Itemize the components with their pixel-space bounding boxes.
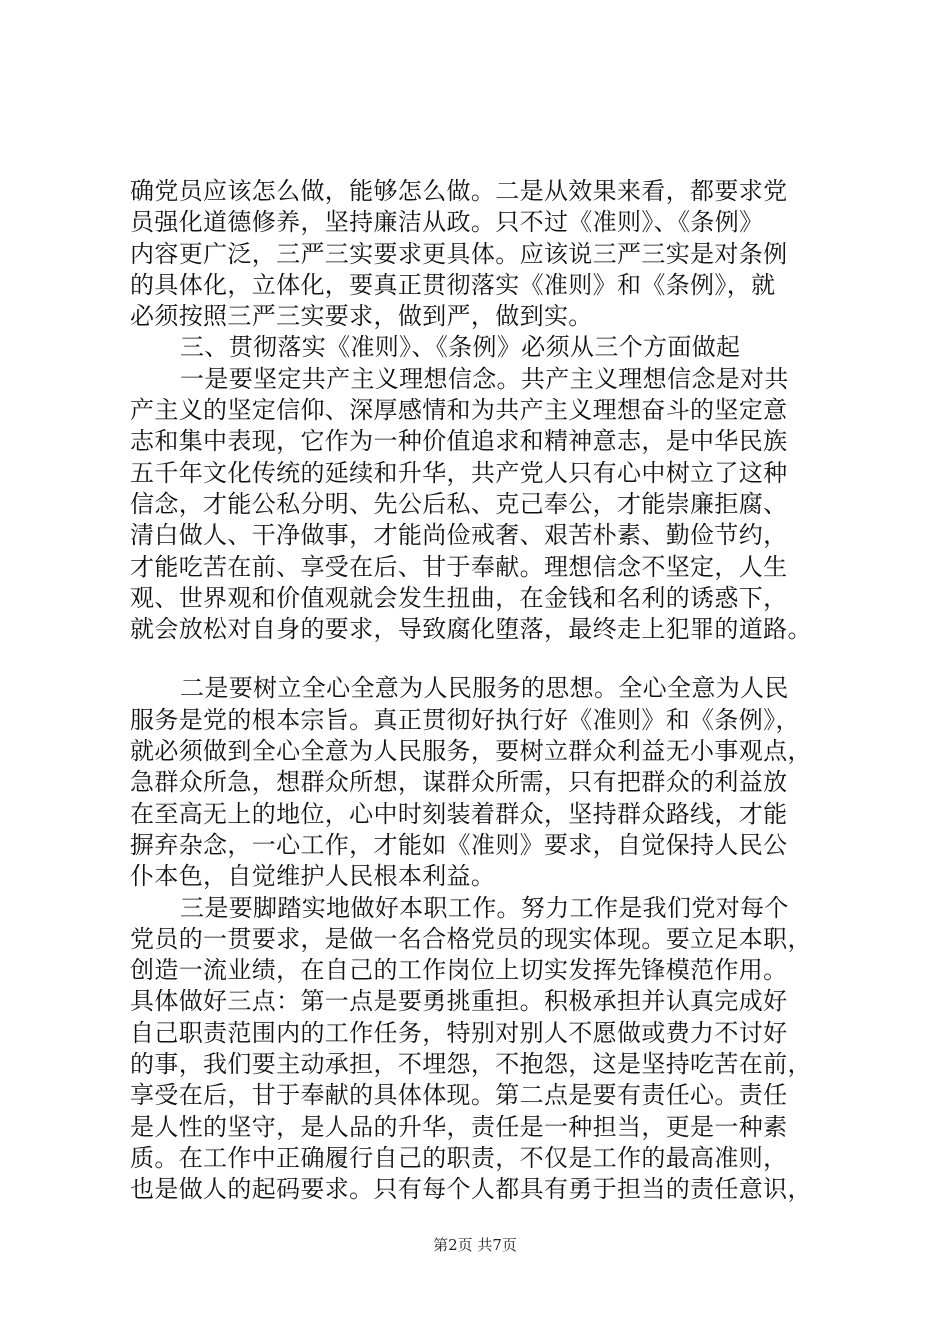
paragraph-line: 党员的一贯要求，是做一名合格党员的现实体现。要立足本职， [130, 924, 812, 953]
paragraph-line: 员强化道德修养，坚持廉洁从政。只不过《准则》、《条例》 [130, 208, 764, 237]
paragraph-line: 一是要坚定共产主义理想信念。共产主义理想信念是对共 [180, 364, 789, 393]
paragraph-line: 必须按照三严三实要求，做到严，做到实。 [130, 302, 593, 331]
paragraph-line: 摒弃杂念，一心工作，才能如《准则》要求，自觉保持人民公 [130, 830, 788, 859]
paragraph-line: 就会放松对自身的要求，导致腐化堕落，最终走上犯罪的道路。 [130, 615, 812, 644]
paragraph-line: 的具体化，立体化，要真正贯彻落实《准则》和《条例》，就 [130, 270, 776, 299]
section-heading: 三、贯彻落实《准则》、《条例》必须从三个方面做起 [180, 333, 741, 362]
paragraph-line: 急群众所急，想群众所想，谋群众所需，只有把群众的利益放 [130, 768, 788, 797]
paragraph-line: 志和集中表现，它作为一种价值追求和精神意志，是中华民族 [130, 427, 788, 456]
paragraph-line: 仆本色，自觉维护人民根本利益。 [130, 862, 496, 891]
paragraph-line: 质。在工作中正确履行自己的职责，不仅是工作的最高准则， [130, 1143, 788, 1172]
paragraph-line: 具体做好三点：第一点是要勇挑重担。积极承担并认真完成好 [130, 987, 788, 1016]
paragraph-gap [130, 645, 850, 673]
paragraph-line: 是人性的坚守，是人品的升华，责任是一种担当，更是一种素 [130, 1112, 788, 1141]
paragraph-line: 确党员应该怎么做，能够怎么做。二是从效果来看，都要求党 [130, 177, 788, 205]
paragraph-line: 才能吃苦在前、享受在后、甘于奉献。理想信念不坚定，人生 [130, 552, 788, 581]
paragraph-line: 的事，我们要主动承担，不埋怨，不抱怨，这是坚持吃苦在前， [130, 1050, 812, 1079]
paragraph-line: 也是做人的起码要求。只有每个人都具有勇于担当的责任意识， [130, 1175, 812, 1204]
paragraph-line: 观、世界观和价值观就会发生扭曲，在金钱和名利的诱惑下， [130, 583, 788, 612]
paragraph-line: 三是要脚踏实地做好本职工作。努力工作是我们党对每个 [180, 893, 789, 922]
paragraph-line: 在至高无上的地位，心中时刻装着群众，坚持群众路线，才能 [130, 799, 788, 828]
paragraph-line: 创造一流业绩，在自己的工作岗位上切实发挥先锋模范作用。 [130, 956, 788, 985]
paragraph-line: 二是要树立全心全意为人民服务的思想。全心全意为人民 [180, 674, 789, 703]
document-body [130, 176, 850, 1206]
paragraph-line: 五千年文化传统的延续和升华，共产党人只有心中树立了这种 [130, 458, 788, 487]
paragraph-line: 自己职责范围内的工作任务，特别对别人不愿做或费力不讨好 [130, 1018, 788, 1047]
paragraph-line: 服务是党的根本宗旨。真正贯彻好执行好《准则》和《条例》， [130, 705, 800, 734]
paragraph-line: 内容更广泛，三严三实要求更具体。应该说三严三实是对条例 [130, 239, 788, 268]
paragraph-line: 信念，才能公私分明、先公后私、克己奉公，才能崇廉拒腐、 [130, 489, 788, 518]
paragraph-line: 享受在后，甘于奉献的具体体现。第二点是要有责任心。责任 [130, 1081, 788, 1110]
paragraph-line: 就必须做到全心全意为人民服务，要树立群众利益无小事观点， [130, 737, 812, 766]
paragraph-line: 清白做人、干净做事，才能尚俭戒奢、艰苦朴素、勤俭节约， [130, 521, 788, 550]
page-footer: 第2页 共7页 [433, 1236, 517, 1254]
paragraph-line: 产主义的坚定信仰、深厚感情和为共产主义理想奋斗的坚定意 [130, 396, 788, 425]
